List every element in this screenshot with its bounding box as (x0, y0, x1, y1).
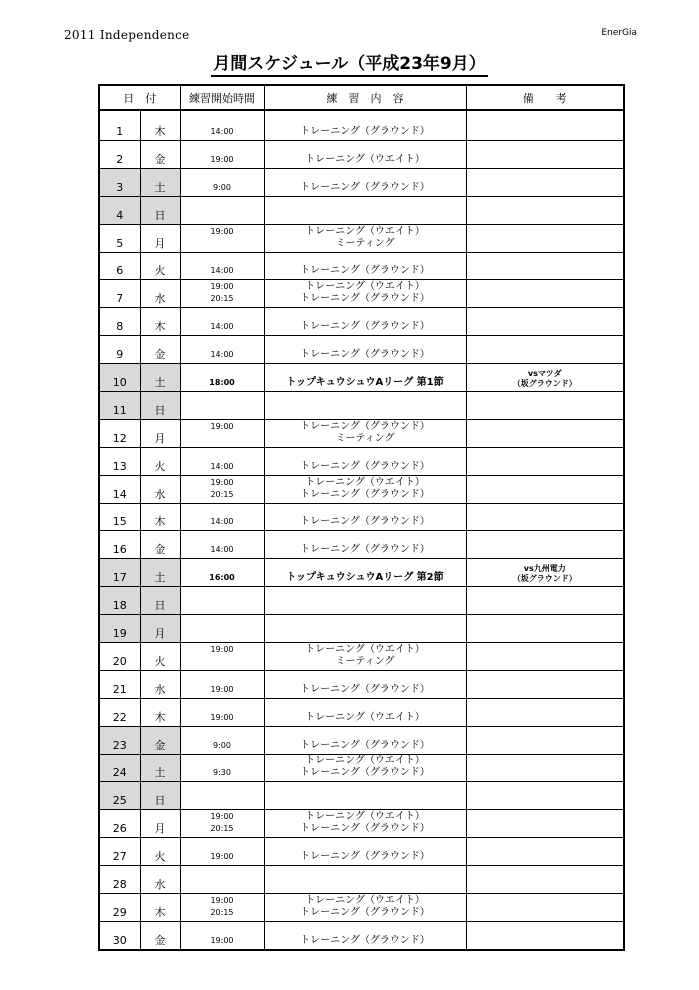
header-content: 練 習 内 容 (264, 85, 466, 110)
remarks (466, 754, 624, 782)
practice-content (264, 726, 466, 754)
practice-content (264, 587, 466, 615)
table-row (99, 168, 624, 196)
day-number: 17 (99, 559, 140, 587)
day-number: 30 (99, 921, 140, 949)
start-time-line: 19:00 (210, 712, 234, 722)
practice-content-line: トレーニング（グラウンド） (300, 293, 430, 305)
practice-content (264, 782, 466, 810)
weekday: 金 (140, 141, 180, 169)
start-time (180, 168, 264, 196)
table-row (99, 141, 624, 169)
day-number: 21 (99, 670, 140, 698)
header-time: 練習開始時間 (180, 85, 264, 110)
remarks (466, 921, 624, 949)
weekday: 金 (140, 726, 180, 754)
practice-content-line: トレーニング（グラウンド） (300, 420, 430, 432)
practice-content-line: トレーニング（ウエイト） (305, 711, 425, 723)
day-number: 24 (99, 754, 140, 782)
remarks (466, 643, 624, 671)
practice-content (264, 141, 466, 169)
day-number: 26 (99, 810, 140, 838)
practice-content-line: トレーニング（グラウンド） (300, 851, 430, 863)
weekday: 木 (140, 110, 180, 141)
table-row (99, 698, 624, 726)
table-row (99, 615, 624, 643)
weekday: 日 (140, 196, 180, 224)
start-time-line: 9:00 (213, 182, 231, 192)
remarks (466, 894, 624, 922)
practice-content-line: ミーティング (335, 237, 395, 249)
table-row (99, 810, 624, 838)
remarks (466, 280, 624, 308)
start-time-line: 14:00 (210, 322, 234, 332)
table-row (99, 364, 624, 392)
practice-content (264, 168, 466, 196)
day-number: 4 (99, 196, 140, 224)
weekday: 土 (140, 754, 180, 782)
remarks (466, 336, 624, 364)
practice-content (264, 810, 466, 838)
remarks (466, 726, 624, 754)
remarks (466, 782, 624, 810)
start-time (180, 419, 264, 447)
start-time-line: 9:00 (213, 740, 231, 750)
practice-content (264, 643, 466, 671)
start-time (180, 280, 264, 308)
start-time (180, 921, 264, 949)
practice-content (264, 754, 466, 782)
table-row (99, 419, 624, 447)
day-number: 11 (99, 392, 140, 420)
practice-content-line: トレーニング（ウエイト） (305, 894, 425, 906)
weekday: 金 (140, 336, 180, 364)
remarks-line: （坂グラウンド） (512, 379, 577, 389)
weekday: 土 (140, 559, 180, 587)
start-time (180, 336, 264, 364)
remarks (466, 838, 624, 866)
practice-content (264, 110, 466, 141)
practice-content (264, 615, 466, 643)
practice-content-line: トレーニング（グラウンド） (300, 683, 430, 695)
practice-content-line: トレーニング（グラウンド） (300, 460, 430, 472)
table-row (99, 110, 624, 141)
table-row (99, 475, 624, 503)
day-number: 2 (99, 141, 140, 169)
start-time-line: 14:00 (210, 545, 234, 555)
start-time (180, 838, 264, 866)
practice-content-line: トレーニング（グラウンド） (300, 321, 430, 333)
practice-content (264, 921, 466, 949)
start-time (180, 726, 264, 754)
practice-content-line: トレーニング（グラウンド） (300, 767, 430, 779)
start-time (180, 698, 264, 726)
table-row (99, 336, 624, 364)
weekday: 金 (140, 531, 180, 559)
day-number: 8 (99, 308, 140, 336)
schedule-table (98, 84, 625, 951)
remarks (466, 252, 624, 280)
weekday: 月 (140, 810, 180, 838)
practice-content-line: トレーニング（ウエイト） (305, 225, 425, 237)
practice-content (264, 196, 466, 224)
remarks (466, 224, 624, 252)
start-time (180, 643, 264, 671)
table-row (99, 392, 624, 420)
day-number: 10 (99, 364, 140, 392)
start-time (180, 810, 264, 838)
start-time-line: 20:15 (210, 489, 234, 499)
practice-content (264, 252, 466, 280)
practice-content-line: トレーニング（グラウンド） (300, 823, 430, 835)
remarks (466, 141, 624, 169)
table-row (99, 921, 624, 949)
weekday: 日 (140, 782, 180, 810)
start-time (180, 503, 264, 531)
table-row (99, 670, 624, 698)
practice-content-line: トレーニング（ウエイト） (305, 281, 425, 293)
remarks (466, 670, 624, 698)
practice-content (264, 308, 466, 336)
practice-content (264, 866, 466, 894)
remarks-line: vsマツダ (527, 369, 562, 379)
table-row (99, 503, 624, 531)
weekday: 土 (140, 168, 180, 196)
practice-content-line: トレーニング（ウエイト） (305, 476, 425, 488)
remarks-line: vs九州電力 (523, 564, 566, 574)
weekday: 水 (140, 866, 180, 894)
weekday: 木 (140, 698, 180, 726)
start-time-line: 19:00 (210, 477, 234, 487)
remarks (466, 475, 624, 503)
remarks (466, 615, 624, 643)
day-number: 28 (99, 866, 140, 894)
remarks (466, 810, 624, 838)
day-number: 13 (99, 447, 140, 475)
table-row (99, 559, 624, 587)
practice-content (264, 559, 466, 587)
day-number: 25 (99, 782, 140, 810)
practice-content-line: トレーニング（グラウンド） (300, 516, 430, 528)
start-time (180, 894, 264, 922)
practice-content-line: トレーニング（ウエイト） (305, 153, 425, 165)
practice-content (264, 280, 466, 308)
practice-content-line: トレーニング（ウエイト） (305, 755, 425, 767)
start-time (180, 141, 264, 169)
table-row (99, 224, 624, 252)
start-time-line: 14:00 (210, 517, 234, 527)
practice-content-line: ミーティング (335, 432, 395, 444)
practice-content (264, 698, 466, 726)
remarks (466, 503, 624, 531)
start-time-line: 14:00 (210, 461, 234, 471)
remarks (466, 447, 624, 475)
day-number: 6 (99, 252, 140, 280)
weekday: 木 (140, 503, 180, 531)
start-time (180, 587, 264, 615)
start-time-line: 19:00 (210, 895, 234, 905)
day-number: 7 (99, 280, 140, 308)
start-time-line (181, 656, 264, 668)
start-time-line: 9:30 (213, 768, 231, 778)
table-header-row (99, 85, 624, 110)
table-row (99, 643, 624, 671)
weekday: 土 (140, 364, 180, 392)
day-number: 23 (99, 726, 140, 754)
weekday: 火 (140, 838, 180, 866)
practice-content (264, 447, 466, 475)
start-time (180, 110, 264, 141)
day-number: 3 (99, 168, 140, 196)
team-name-label: EnerGia (601, 28, 637, 38)
remarks (466, 419, 624, 447)
start-time (180, 364, 264, 392)
table-row (99, 196, 624, 224)
practice-content-line: トレーニング（グラウンド） (300, 126, 430, 137)
practice-content-line: トレーニング（グラウンド） (300, 544, 430, 556)
remarks (466, 531, 624, 559)
table-row (99, 726, 624, 754)
weekday: 月 (140, 419, 180, 447)
table-row (99, 447, 624, 475)
start-time (180, 308, 264, 336)
practice-content-line: トレーニング（グラウンド） (300, 349, 430, 361)
weekday: 木 (140, 308, 180, 336)
document-year-label: 2011 Independence (64, 28, 190, 42)
start-time-line: 18:00 (209, 378, 235, 388)
remarks (466, 364, 624, 392)
page-title (0, 49, 699, 74)
practice-content (264, 531, 466, 559)
practice-content-line: トレーニング（ウエイト） (305, 643, 425, 655)
table-row (99, 587, 624, 615)
table-row (99, 866, 624, 894)
weekday: 日 (140, 392, 180, 420)
table-row (99, 782, 624, 810)
start-time (180, 754, 264, 782)
day-number: 29 (99, 894, 140, 922)
remarks-line: （坂グラウンド） (512, 574, 577, 584)
weekday: 木 (140, 894, 180, 922)
day-number: 15 (99, 503, 140, 531)
start-time-line: 19:00 (210, 421, 234, 431)
practice-content (264, 336, 466, 364)
table-row (99, 531, 624, 559)
start-time-line: 14:00 (210, 350, 234, 360)
table-row (99, 838, 624, 866)
weekday: 金 (140, 921, 180, 949)
start-time-line: 20:15 (210, 907, 234, 917)
start-time (180, 559, 264, 587)
table-row (99, 252, 624, 280)
remarks (466, 196, 624, 224)
start-time (180, 392, 264, 420)
practice-content (264, 224, 466, 252)
day-number: 5 (99, 224, 140, 252)
practice-content (264, 670, 466, 698)
start-time-line (181, 238, 264, 250)
weekday: 火 (140, 447, 180, 475)
practice-content (264, 894, 466, 922)
day-number: 20 (99, 643, 140, 671)
weekday: 火 (140, 643, 180, 671)
page-title-text: 月間スケジュール（平成23年9月） (211, 54, 487, 77)
start-time (180, 252, 264, 280)
practice-content-line: トップキュウシュウAリーグ 第2節 (286, 572, 444, 584)
day-number: 22 (99, 698, 140, 726)
practice-content (264, 392, 466, 420)
day-number: 18 (99, 587, 140, 615)
weekday: 月 (140, 224, 180, 252)
remarks (466, 587, 624, 615)
practice-content (264, 475, 466, 503)
practice-content-line: トレーニング（グラウンド） (300, 181, 430, 193)
day-number: 12 (99, 419, 140, 447)
day-number: 19 (99, 615, 140, 643)
start-time (180, 475, 264, 503)
start-time (180, 224, 264, 252)
start-time-line: 19:00 (210, 684, 234, 694)
start-time-line: 19:00 (210, 226, 234, 236)
remarks (466, 168, 624, 196)
weekday: 火 (140, 252, 180, 280)
start-time (180, 670, 264, 698)
start-time-line: 19:00 (210, 154, 234, 164)
table-row (99, 754, 624, 782)
weekday: 水 (140, 280, 180, 308)
weekday: 月 (140, 615, 180, 643)
practice-content-line: ミーティング (335, 655, 395, 667)
start-time (180, 196, 264, 224)
start-time-line: 19:00 (210, 282, 234, 292)
practice-content (264, 419, 466, 447)
start-time-line: 19:00 (210, 644, 234, 654)
remarks (466, 110, 624, 141)
start-time (180, 782, 264, 810)
practice-content (264, 838, 466, 866)
start-time-line: 19:00 (210, 852, 234, 862)
practice-content (264, 503, 466, 531)
day-number: 16 (99, 531, 140, 559)
start-time (180, 615, 264, 643)
remarks (466, 559, 624, 587)
remarks (466, 392, 624, 420)
remarks (466, 308, 624, 336)
day-number: 14 (99, 475, 140, 503)
practice-content-line: トレーニング（グラウンド） (300, 488, 430, 500)
start-time-line: 19:00 (210, 935, 234, 945)
weekday: 日 (140, 587, 180, 615)
practice-content-line: トレーニング（グラウンド） (300, 934, 430, 946)
start-time-line: 20:15 (210, 294, 234, 304)
remarks (466, 698, 624, 726)
practice-content-line: トレーニング（ウエイト） (305, 811, 425, 823)
start-time-line: 19:00 (210, 812, 234, 822)
day-number: 27 (99, 838, 140, 866)
header-notes: 備 考 (466, 85, 624, 110)
start-time-line (181, 433, 264, 445)
practice-content-line: トレーニング（グラウンド） (300, 265, 430, 277)
practice-content (264, 364, 466, 392)
start-time-line: 16:00 (209, 573, 235, 583)
table-row (99, 280, 624, 308)
remarks (466, 866, 624, 894)
weekday: 水 (140, 670, 180, 698)
start-time-line: 14:00 (210, 266, 234, 276)
start-time (180, 866, 264, 894)
start-time (180, 447, 264, 475)
practice-content-line: トレーニング（グラウンド） (300, 906, 430, 918)
header-date: 日 付 (99, 85, 180, 110)
start-time-line: 14:00 (210, 127, 234, 136)
practice-content-line: トップキュウシュウAリーグ 第1節 (286, 377, 444, 389)
table-row (99, 894, 624, 922)
weekday: 水 (140, 475, 180, 503)
day-number: 1 (99, 110, 140, 141)
start-time (180, 531, 264, 559)
practice-content-line: トレーニング（グラウンド） (300, 739, 430, 751)
day-number: 9 (99, 336, 140, 364)
table-row (99, 308, 624, 336)
start-time-line: 20:15 (210, 824, 234, 834)
